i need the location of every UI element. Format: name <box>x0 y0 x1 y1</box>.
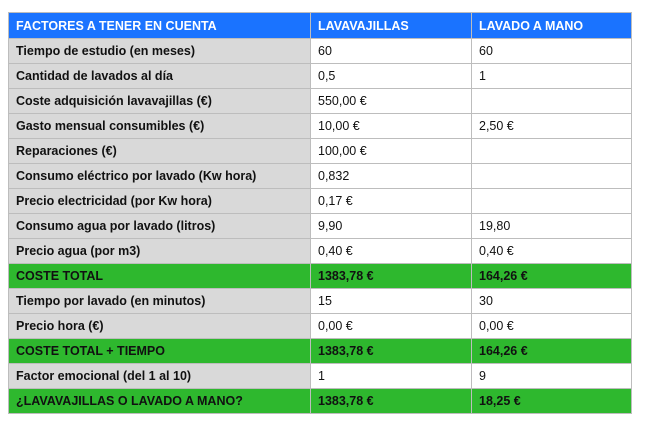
table-row <box>9 114 632 139</box>
row-label: Gasto mensual consumibles (€) <box>9 114 311 139</box>
cell-lavado-a-mano <box>472 139 632 164</box>
cell-lavado-a-mano: 9 <box>472 364 632 389</box>
row-label: Consumo agua por lavado (litros) <box>9 214 311 239</box>
header-lavavajillas: LAVAVAJILLAS <box>311 13 472 39</box>
row-label: Tiempo de estudio (en meses) <box>9 39 311 64</box>
cell-lavado-a-mano: 164,26 € <box>472 339 632 364</box>
table-row <box>9 189 632 214</box>
row-label: Precio electricidad (por Kw hora) <box>9 189 311 214</box>
row-label: COSTE TOTAL <box>9 264 311 289</box>
cell-lavado-a-mano: 60 <box>472 39 632 64</box>
row-label: Consumo eléctrico por lavado (Kw hora) <box>9 164 311 189</box>
row-label: Factor emocional (del 1 al 10) <box>9 364 311 389</box>
cell-lavado-a-mano: 164,26 € <box>472 264 632 289</box>
table-row <box>9 64 632 89</box>
row-label: Reparaciones (€) <box>9 139 311 164</box>
header-lavado-a-mano: LAVADO A MANO <box>472 13 632 39</box>
cell-lavado-a-mano: 1 <box>472 64 632 89</box>
cell-lavado-a-mano: 2,50 € <box>472 114 632 139</box>
cell-lavavajillas: 15 <box>311 289 472 314</box>
row-label: Cantidad de lavados al día <box>9 64 311 89</box>
table-header-row <box>9 13 632 39</box>
table-total-row <box>9 389 632 414</box>
cell-lavado-a-mano <box>472 189 632 214</box>
table-row <box>9 139 632 164</box>
table-total-row <box>9 264 632 289</box>
cell-lavado-a-mano: 18,25 € <box>472 389 632 414</box>
cell-lavado-a-mano: 30 <box>472 289 632 314</box>
cell-lavavajillas: 10,00 € <box>311 114 472 139</box>
table-row <box>9 89 632 114</box>
cell-lavavajillas: 60 <box>311 39 472 64</box>
cell-lavavajillas: 0,40 € <box>311 239 472 264</box>
cell-lavado-a-mano <box>472 89 632 114</box>
table-row <box>9 314 632 339</box>
cell-lavavajillas: 1383,78 € <box>311 339 472 364</box>
cell-lavavajillas: 550,00 € <box>311 89 472 114</box>
cell-lavavajillas: 0,17 € <box>311 189 472 214</box>
table-row <box>9 289 632 314</box>
row-label: Coste adquisición lavavajillas (€) <box>9 89 311 114</box>
row-label: Tiempo por lavado (en minutos) <box>9 289 311 314</box>
row-label: Precio hora (€) <box>9 314 311 339</box>
cell-lavavajillas: 9,90 <box>311 214 472 239</box>
table-total-row <box>9 339 632 364</box>
table-row <box>9 164 632 189</box>
header-factores: FACTORES A TENER EN CUENTA <box>9 13 311 39</box>
cell-lavado-a-mano: 0,00 € <box>472 314 632 339</box>
cell-lavavajillas: 1383,78 € <box>311 389 472 414</box>
cell-lavavajillas: 1383,78 € <box>311 264 472 289</box>
cell-lavavajillas: 0,00 € <box>311 314 472 339</box>
cell-lavavajillas: 0,832 <box>311 164 472 189</box>
table-row <box>9 364 632 389</box>
table-body <box>9 39 632 414</box>
table-row <box>9 214 632 239</box>
cell-lavado-a-mano: 0,40 € <box>472 239 632 264</box>
cell-lavado-a-mano: 19,80 <box>472 214 632 239</box>
table-row <box>9 239 632 264</box>
cell-lavado-a-mano <box>472 164 632 189</box>
table-row <box>9 39 632 64</box>
cell-lavavajillas: 0,5 <box>311 64 472 89</box>
cell-lavavajillas: 100,00 € <box>311 139 472 164</box>
cell-lavavajillas: 1 <box>311 364 472 389</box>
row-label: Precio agua (por m3) <box>9 239 311 264</box>
row-label: ¿LAVAVAJILLAS O LAVADO A MANO? <box>9 389 311 414</box>
row-label: COSTE TOTAL + TIEMPO <box>9 339 311 364</box>
comparison-table <box>8 12 632 414</box>
